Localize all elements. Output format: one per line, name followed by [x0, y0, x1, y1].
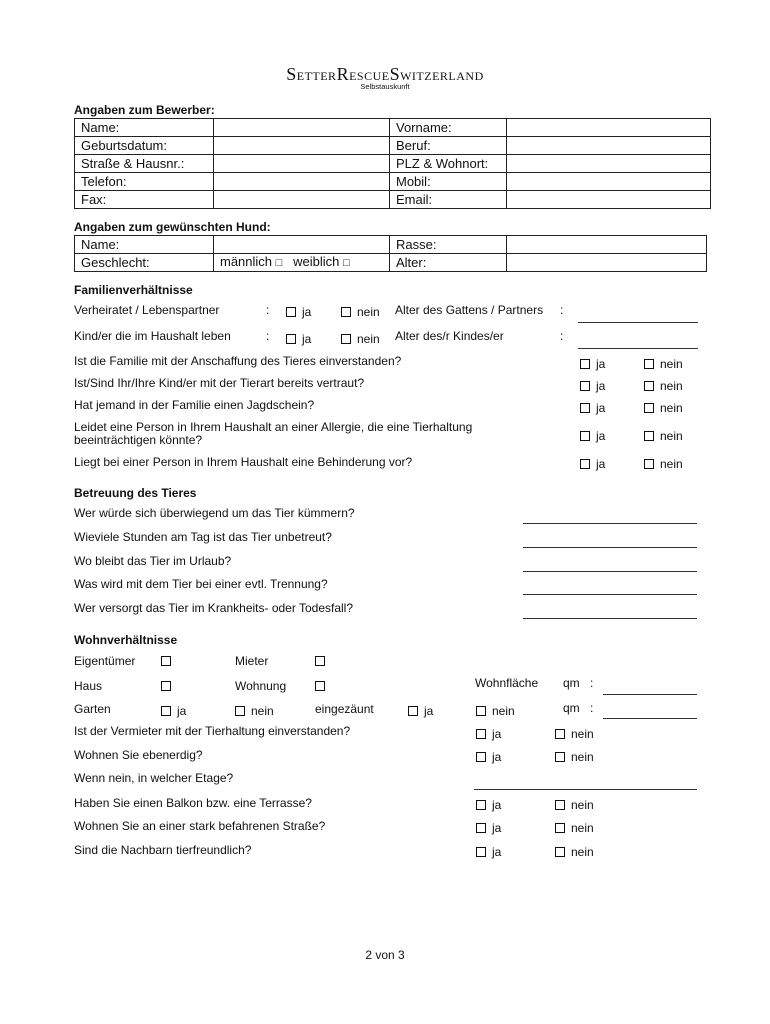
- housing-q5: Wohnen Sie an einer stark befahrenen Straße?: [74, 819, 326, 833]
- fenced-yes[interactable]: [408, 704, 433, 718]
- yes-label: ja: [596, 457, 606, 471]
- checkbox[interactable]: [161, 706, 171, 716]
- applicant-heading: Angaben zum Bewerber:: [74, 103, 215, 117]
- label-phone: Telefon:: [75, 173, 214, 191]
- checkbox[interactable]: [644, 403, 654, 413]
- housing-q6-no[interactable]: [555, 845, 594, 859]
- house-checkbox[interactable]: [161, 681, 171, 691]
- no-label: nein: [660, 401, 683, 415]
- apartment-label: Wohnung: [235, 679, 287, 693]
- yes-label: ja: [492, 727, 502, 741]
- housing-q2-yes[interactable]: [476, 750, 501, 764]
- family-q5-no[interactable]: [644, 457, 683, 471]
- family-q3: Hat jemand in der Familie einen Jagdschein?: [74, 398, 315, 412]
- garden-area-unit: qm: [563, 701, 580, 715]
- label-mobile: Mobil:: [390, 173, 507, 191]
- checkbox[interactable]: [644, 459, 654, 469]
- field-zip-city[interactable]: [507, 155, 711, 173]
- family-q4-no[interactable]: [644, 429, 683, 443]
- yes-label: ja: [492, 821, 502, 835]
- no-label: nein: [357, 305, 380, 319]
- yes-label: ja: [492, 798, 502, 812]
- fenced-no[interactable]: [476, 704, 515, 718]
- female-checkbox[interactable]: □: [343, 257, 350, 269]
- housing-q4-no[interactable]: [555, 798, 594, 812]
- garden-area-line[interactable]: [603, 718, 697, 719]
- no-label: nein: [571, 798, 594, 812]
- housing-q5-no[interactable]: [555, 821, 594, 835]
- table-row: [75, 155, 711, 173]
- no-label: nein: [571, 750, 594, 764]
- dog-heading: Angaben zum gewünschten Hund:: [74, 220, 271, 234]
- checkbox[interactable]: [341, 307, 351, 317]
- field-email[interactable]: [507, 191, 711, 209]
- checkbox[interactable]: [580, 459, 590, 469]
- label-email: Email:: [390, 191, 507, 209]
- checkbox[interactable]: [476, 800, 486, 810]
- family-q4-line1: Leidet eine Person in Ihrem Haushalt an einer Allergie, die eine Tierhaltung: [74, 420, 473, 434]
- spouse-age-label: Alter des Gattens / Partners: [395, 303, 544, 317]
- label-birthdate: Geburtsdatum:: [75, 137, 214, 155]
- owner-label: Eigentümer: [74, 654, 136, 668]
- label-name: Name:: [75, 119, 214, 137]
- field-dog-name[interactable]: [214, 236, 390, 254]
- family-q4-line2: beeinträchtigen könnte?: [74, 433, 203, 447]
- checkbox[interactable]: [580, 403, 590, 413]
- no-label: nein: [571, 727, 594, 741]
- colon: :: [266, 329, 270, 343]
- colon: :: [590, 676, 594, 690]
- label-first-name: Vorname:: [390, 119, 507, 137]
- family-q3-yes[interactable]: [580, 401, 605, 415]
- label-sex: Geschlecht:: [75, 254, 214, 272]
- care-q5-line[interactable]: [523, 618, 697, 619]
- checkbox[interactable]: [476, 847, 486, 857]
- checkbox[interactable]: [476, 729, 486, 739]
- housing-heading: Wohnverhältnisse: [74, 633, 178, 647]
- care-q3: Wo bleibt das Tier im Urlaub?: [74, 554, 232, 568]
- family-q3-no[interactable]: [644, 401, 683, 415]
- checkbox[interactable]: [580, 359, 590, 369]
- kids-age-line[interactable]: [578, 348, 698, 349]
- colon: :: [590, 701, 594, 715]
- yes-label: ja: [492, 750, 502, 764]
- housing-q4-yes[interactable]: [476, 798, 501, 812]
- care-q5: Wer versorgt das Tier im Krankheits- oder Todesfall?: [74, 601, 354, 615]
- housing-q6: Sind die Nachbarn tierfreundlich?: [74, 843, 252, 857]
- housing-q1-yes[interactable]: [476, 727, 501, 741]
- field-fax[interactable]: [214, 191, 390, 209]
- field-birthdate[interactable]: [214, 137, 390, 155]
- checkbox[interactable]: [286, 334, 296, 344]
- apartment-checkbox[interactable]: [315, 681, 325, 691]
- family-q5: Liegt bei einer Person in Ihrem Haushalt eine Behinderung vor?: [74, 455, 413, 469]
- care-q2-line[interactable]: [523, 547, 697, 548]
- yes-label: ja: [424, 704, 434, 718]
- label-street: Straße & Hausnr.:: [75, 155, 214, 173]
- family-heading: Familienverhältnisse: [74, 283, 193, 297]
- table-row: [75, 191, 711, 209]
- table-row: [75, 254, 707, 272]
- female-label: weiblich: [293, 254, 340, 269]
- garden-yes[interactable]: [161, 704, 186, 718]
- housing-q5-yes[interactable]: [476, 821, 501, 835]
- family-q5-yes[interactable]: [580, 457, 605, 471]
- care-q3-line[interactable]: [523, 571, 697, 572]
- yes-label: ja: [596, 379, 606, 393]
- yes-label: ja: [177, 704, 187, 718]
- floor-line[interactable]: [474, 789, 697, 790]
- checkbox[interactable]: [644, 359, 654, 369]
- owner-checkbox[interactable]: [161, 656, 171, 666]
- spouse-age-line[interactable]: [578, 322, 698, 323]
- colon: :: [266, 303, 270, 317]
- care-q2: Wieviele Stunden am Tag ist das Tier unbetreut?: [74, 530, 332, 544]
- married-label: Verheiratet / Lebenspartner: [74, 303, 220, 317]
- care-heading: Betreuung des Tieres: [74, 486, 197, 500]
- table-row: [75, 236, 707, 254]
- checkbox[interactable]: [555, 729, 565, 739]
- label-dog-name: Name:: [75, 236, 214, 254]
- table-row: [75, 173, 711, 191]
- family-q2-yes[interactable]: [580, 379, 605, 393]
- yes-label: ja: [302, 305, 312, 319]
- yes-label: ja: [596, 357, 606, 371]
- dog-table: [74, 235, 707, 272]
- checkbox[interactable]: [286, 307, 296, 317]
- page-number: 2 von 3: [365, 948, 405, 962]
- checkbox[interactable]: [235, 706, 245, 716]
- yes-label: ja: [596, 401, 606, 415]
- field-breed[interactable]: [507, 236, 707, 254]
- no-label: nein: [492, 704, 515, 718]
- yes-label: ja: [596, 429, 606, 443]
- garden-no[interactable]: [235, 704, 274, 718]
- housing-q2: Wohnen Sie ebenerdig?: [74, 748, 203, 762]
- checkbox[interactable]: [644, 381, 654, 391]
- care-q4: Was wird mit dem Tier bei einer evtl. Trennung?: [74, 577, 328, 591]
- yes-label: ja: [302, 332, 312, 346]
- checkbox[interactable]: [555, 800, 565, 810]
- checkbox[interactable]: [408, 706, 418, 716]
- field-name[interactable]: [214, 119, 390, 137]
- house-label: Haus: [74, 679, 103, 693]
- label-breed: Rasse:: [390, 236, 507, 254]
- tenant-label: Mieter: [235, 654, 269, 668]
- married-no[interactable]: [341, 305, 380, 319]
- no-label: nein: [660, 357, 683, 371]
- field-phone[interactable]: [214, 173, 390, 191]
- checkbox[interactable]: [555, 823, 565, 833]
- checkbox[interactable]: [555, 752, 565, 762]
- yes-label: ja: [492, 845, 502, 859]
- housing-q3: Wenn nein, in welcher Etage?: [74, 771, 234, 785]
- kids-age-label: Alter des/r Kindes/er: [395, 329, 504, 343]
- no-label: nein: [660, 379, 683, 393]
- colon: :: [560, 303, 564, 317]
- table-row: [75, 119, 711, 137]
- family-q1-yes[interactable]: [580, 357, 605, 371]
- housing-q4: Haben Sie einen Balkon bzw. eine Terrasse?: [74, 796, 312, 810]
- no-label: nein: [571, 821, 594, 835]
- no-label: nein: [660, 457, 683, 471]
- field-age[interactable]: [507, 254, 707, 272]
- family-q1: Ist die Familie mit der Anschaffung des Tieres einverstanden?: [74, 354, 402, 368]
- field-first-name[interactable]: [507, 119, 711, 137]
- male-label: männlich: [220, 254, 273, 269]
- housing-q6-yes[interactable]: [476, 845, 501, 859]
- checkbox[interactable]: [580, 431, 590, 441]
- care-q4-line[interactable]: [523, 594, 697, 595]
- label-zip-city: PLZ & Wohnort:: [390, 155, 507, 173]
- checkbox[interactable]: [580, 381, 590, 391]
- colon: :: [560, 329, 564, 343]
- sex-options: [214, 254, 390, 272]
- care-q1: Wer würde sich überwiegend um das Tier kümmern?: [74, 506, 355, 520]
- tenant-checkbox[interactable]: [315, 656, 325, 666]
- document-title: SETTERRESCUESWITZERLAND: [286, 64, 484, 84]
- male-checkbox[interactable]: □: [275, 257, 283, 269]
- kids-label: Kind/er die im Haushalt leben: [74, 329, 231, 343]
- checkbox[interactable]: [341, 334, 351, 344]
- kids-no[interactable]: [341, 332, 380, 346]
- fenced-label: eingezäunt: [315, 702, 374, 716]
- housing-q2-no[interactable]: [555, 750, 594, 764]
- checkbox[interactable]: [476, 752, 486, 762]
- checkbox[interactable]: [476, 823, 486, 833]
- checkbox[interactable]: [476, 706, 486, 716]
- field-street[interactable]: [214, 155, 390, 173]
- care-q1-line[interactable]: [523, 523, 697, 524]
- label-age: Alter:: [390, 254, 507, 272]
- family-q2-no[interactable]: [644, 379, 683, 393]
- no-label: nein: [251, 704, 274, 718]
- area-label: Wohnfläche: [475, 676, 539, 690]
- no-label: nein: [357, 332, 380, 346]
- garden-label: Garten: [74, 702, 111, 716]
- checkbox[interactable]: [555, 847, 565, 857]
- applicant-table: [74, 118, 711, 209]
- housing-q1-no[interactable]: [555, 727, 594, 741]
- kids-yes[interactable]: [286, 332, 311, 346]
- label-fax: Fax:: [75, 191, 214, 209]
- married-yes[interactable]: [286, 305, 311, 319]
- document-subtitle: Selbstauskunft: [360, 82, 410, 91]
- field-mobile[interactable]: [507, 173, 711, 191]
- no-label: nein: [571, 845, 594, 859]
- family-q1-no[interactable]: [644, 357, 683, 371]
- area-line[interactable]: [603, 694, 697, 695]
- area-unit: qm: [563, 676, 580, 690]
- housing-q1: Ist der Vermieter mit der Tierhaltung einverstanden?: [74, 724, 351, 738]
- family-q4-yes[interactable]: [580, 429, 605, 443]
- field-profession[interactable]: [507, 137, 711, 155]
- checkbox[interactable]: [644, 431, 654, 441]
- label-profession: Beruf:: [390, 137, 507, 155]
- no-label: nein: [660, 429, 683, 443]
- table-row: [75, 137, 711, 155]
- family-q2: Ist/Sind Ihr/Ihre Kind/er mit der Tierart bereits vertraut?: [74, 376, 365, 390]
